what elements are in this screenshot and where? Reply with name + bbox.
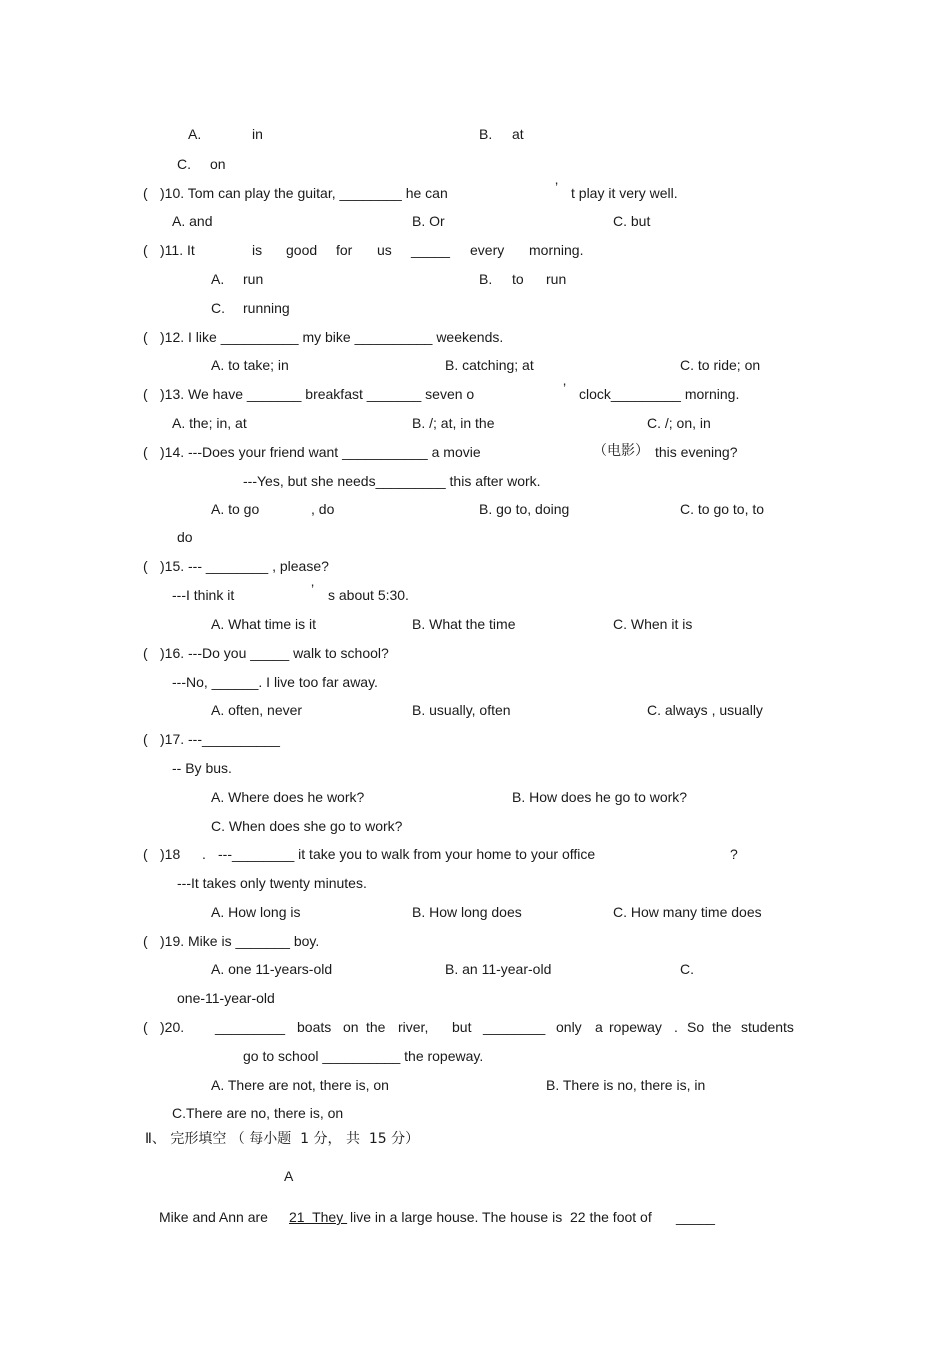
q20-line2: go to school __________ the ropeway.	[243, 1048, 484, 1064]
q10-opt-b: B. Or	[412, 213, 445, 229]
q20-w4: the	[366, 1019, 386, 1035]
q18-resp: ---It takes only twenty minutes.	[177, 875, 367, 891]
q11-opt-c-v: running	[243, 300, 290, 316]
q20-w10: ropeway	[609, 1019, 662, 1035]
q15-opt-b: B. What the time	[412, 616, 516, 632]
q14-opt-a2: , do	[311, 501, 335, 517]
q13-opt-b: B. /; at, in the	[412, 415, 495, 431]
q16-opt-b: B. usually, often	[412, 702, 511, 718]
q20-num: )20.	[160, 1019, 185, 1035]
q17-paren: (	[143, 731, 148, 747]
q14-resp: ---Yes, but she needs_________ this after work.	[243, 473, 541, 489]
sec2-heading: Ⅱ、 完形填空 （ 每小题 1 分， 共 15 分）	[145, 1131, 420, 1147]
q15-paren: (	[143, 558, 148, 574]
q11-opt-b-v: run	[546, 271, 567, 287]
q18-paren: (	[143, 846, 148, 862]
q20-paren: (	[143, 1019, 148, 1035]
passage-p1: Mike and Ann are	[159, 1209, 268, 1225]
q18-opt-c: C. How many time does	[613, 904, 762, 920]
q13-opt-a: A. the; in, at	[172, 415, 247, 431]
q9-opt-a-l: A.	[188, 126, 202, 142]
q20-w8: only	[556, 1019, 582, 1035]
q14-opt-c: C. to go to, to	[680, 501, 765, 517]
q16-opt-c: C. always , usually	[647, 702, 763, 718]
q13-tail: clock_________ morning.	[579, 386, 740, 402]
q17-resp: -- By bus.	[172, 760, 232, 776]
q20-w3: on	[343, 1019, 359, 1035]
q11-w7: morning.	[529, 242, 584, 258]
q18-opt-b: B. How long does	[412, 904, 522, 920]
q20-opt-c: C.There are no, there is, on	[172, 1105, 344, 1121]
q11-w1: is	[252, 242, 263, 258]
q18-dot: .	[202, 846, 206, 862]
q19-stem: )19. Mike is _______ boy.	[160, 933, 320, 949]
q11-w5: _____	[411, 242, 450, 258]
q19-opt-b: B. an 11-year-old	[445, 961, 552, 977]
q17-opt-c: C. When does she go to work?	[211, 818, 403, 834]
q14-opt-c2: do	[177, 529, 193, 545]
q12-opt-a: A. to take; in	[211, 357, 289, 373]
q15-stem: )15. --- ________ , please?	[160, 558, 329, 574]
q14-tail: this evening?	[655, 444, 738, 460]
q15-opt-c: C. When it is	[613, 616, 693, 632]
q16-stem: )16. ---Do you _____ walk to school?	[160, 645, 389, 661]
q13-paren: (	[143, 386, 148, 402]
q12-stem: )12. I like __________ my bike __________ weekends.	[160, 329, 504, 345]
q14-cn: （电影）	[593, 443, 649, 459]
q9-opt-c-l: C.	[177, 156, 191, 172]
q12-paren: (	[143, 329, 148, 345]
q11-opt-a-l: A.	[211, 271, 225, 287]
q10-apos: ’	[555, 179, 559, 195]
q9-opt-b-l: B.	[479, 126, 493, 142]
q11-w3: for	[336, 242, 353, 258]
q14-stem: )14. ---Does your friend want ___________ a movie	[160, 444, 481, 460]
q11-opt-c-l: C.	[211, 300, 225, 316]
q19-opt-c2: one-11-year-old	[177, 990, 275, 1006]
q13-apos: ’	[563, 380, 567, 396]
q18-opt-a: A. How long is	[211, 904, 301, 920]
q16-paren: (	[143, 645, 148, 661]
q20-w14: students	[741, 1019, 794, 1035]
q20-w6: but	[452, 1019, 472, 1035]
q20-w12: So	[687, 1019, 705, 1035]
q19-opt-a: A. one 11-years-old	[211, 961, 333, 977]
q11-paren: (	[143, 242, 148, 258]
q13-stem: )13. We have _______ breakfast _______ seven o	[160, 386, 475, 402]
q12-opt-c: C. to ride; on	[680, 357, 761, 373]
q11-w4: us	[377, 242, 392, 258]
q15-resp: ---I think it	[172, 587, 235, 603]
q16-resp: ---No, ______. I live too far away.	[172, 674, 378, 690]
q20-w7: ________	[483, 1019, 546, 1035]
q10-tail: t play it very well.	[571, 185, 678, 201]
q9-opt-b-v: at	[512, 126, 524, 142]
passage-label: A	[284, 1168, 294, 1184]
q15-resp2: s about 5:30.	[328, 587, 409, 603]
q11-w2: good	[286, 242, 318, 258]
q10-opt-c: C. but	[613, 213, 651, 229]
q11-opt-b-to: to	[512, 271, 524, 287]
q19-paren: (	[143, 933, 148, 949]
q11-w6: every	[470, 242, 505, 258]
q18-q: ?	[730, 846, 738, 862]
q17-opt-b: B. How does he go to work?	[512, 789, 688, 805]
q20-opt-a: A. There are not, there is, on	[211, 1077, 389, 1093]
q17-stem: )17. ---__________	[160, 731, 280, 747]
passage-21: 21 They	[289, 1209, 348, 1225]
q15-apos: ’	[311, 581, 315, 597]
q9-opt-c-v: on	[210, 156, 226, 172]
q14-opt-a: A. to go	[211, 501, 260, 517]
q10-stem: )10. Tom can play the guitar, ________ he can	[160, 185, 448, 201]
q12-opt-b: B. catching; at	[445, 357, 534, 373]
q13-opt-c: C. /; on, in	[647, 415, 711, 431]
q11-opt-b-l: B.	[479, 271, 493, 287]
q18-num: )18	[160, 846, 181, 862]
q20-w5: river,	[398, 1019, 429, 1035]
q11-opt-a-v: run	[243, 271, 264, 287]
passage-blank: _____	[676, 1209, 715, 1225]
q10-opt-a: A. and	[172, 213, 213, 229]
passage-p2: live in a large house. The house is 22 the foot of	[350, 1209, 652, 1225]
q20-w1: _________	[215, 1019, 286, 1035]
q14-opt-b: B. go to, doing	[479, 501, 570, 517]
q11-stem: )11. It	[160, 242, 195, 258]
q9-opt-a-v: in	[252, 126, 263, 142]
q20-w11: .	[674, 1019, 678, 1035]
q17-opt-a: A. Where does he work?	[211, 789, 365, 805]
q10-paren: (	[143, 185, 148, 201]
q14-paren: (	[143, 444, 148, 460]
q20-w13: the	[712, 1019, 732, 1035]
q16-opt-a: A. often, never	[211, 702, 303, 718]
q15-opt-a: A. What time is it	[211, 616, 317, 632]
q20-w2: boats	[297, 1019, 332, 1035]
q18-stem: ---________ it take you to walk from your home to your office	[218, 846, 596, 862]
q20-w9: a	[595, 1019, 603, 1035]
q20-opt-b: B. There is no, there is, in	[546, 1077, 706, 1093]
q19-opt-c: C.	[680, 961, 694, 977]
